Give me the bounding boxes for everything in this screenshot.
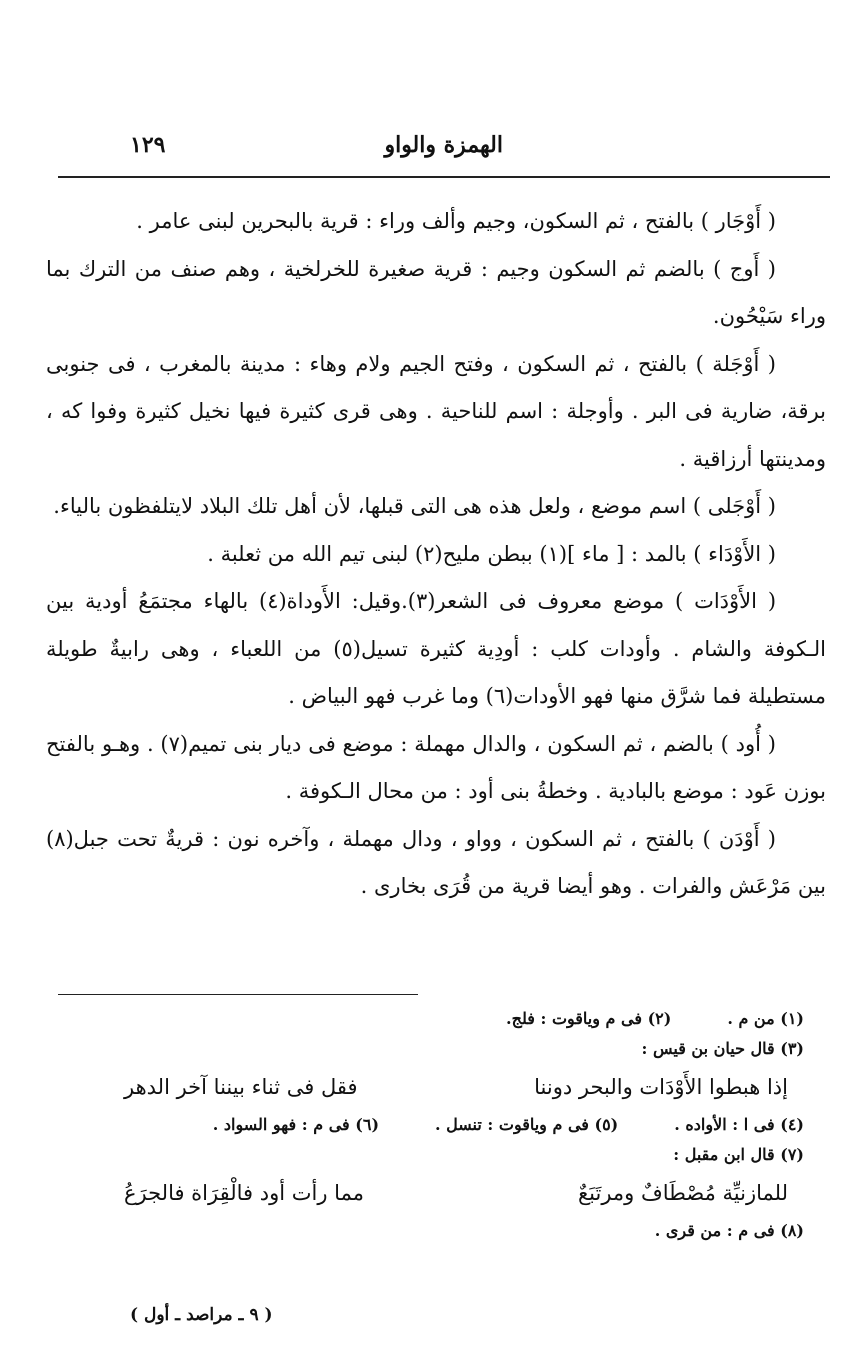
running-title: الهمزة والواو [384, 132, 503, 158]
verse-1-hemistich-a: إذا هبطوا الأَوْدَات والبحر دوننا [534, 1075, 788, 1099]
page-header [58, 128, 828, 172]
footnote-6: (٦) فى م : فهو السواد . [212, 1115, 380, 1134]
verse-2-hemistich-b: للمازنيِّة مُصْطَافٌ ومرتَبَعٌ [577, 1181, 788, 1205]
footnote-rule [58, 994, 418, 995]
footnote-row-4 [84, 1110, 804, 1140]
footnote-row-7 [84, 1140, 804, 1170]
footnote-row-1 [84, 1004, 804, 1034]
entry-awd: ( أُود ) بالضم ، ثم السكون ، والدال مهملة : موضع فى ديار بنى تميم(٧) . وهـو بالفتح بوزن عَود : موضع بالبادية . وخطةُ بنى أود : من محال الـكوفة . [46, 731, 826, 803]
entry-awj: ( أَوج ) بالضم ثم السكون وجيم : قرية صغيرة للخرلخية ، وهم صنف من الترك بما وراء سَيْحُون. [46, 256, 826, 328]
entry-awdan: ( أَوْدَن ) بالفتح ، ثم السكون ، وواو ، ودال مهملة ، وآخره نون : قريةٌ تحت جبل(٨) بين مَرْعَش والفرات . وهو أيضا قرية من قُرَى بخارى . [46, 826, 826, 898]
footnote-8: (٨) فى م : من قرى . [654, 1221, 804, 1240]
page-number: ١٢٩ [130, 132, 166, 158]
verse-2 [84, 1170, 804, 1216]
header-rule [58, 176, 830, 178]
footnote-2: (٢) فى م وياقوت : فلج. [506, 1009, 672, 1028]
footnote-7: (٧) قال ابن مقبل : [673, 1145, 804, 1164]
entry-al-awda: ( الأَوْدَاء ) بالمد : [ ماء ](١) ببطن مليح(٢) لبنى تيم الله من ثعلبة . [207, 541, 776, 566]
footnote-4: (٤) فى ا : الأواده . [674, 1115, 804, 1134]
footnote-row-3 [84, 1034, 804, 1064]
entry-al-awdat: ( الأَوْدَات ) موضع معروف فى الشعر(٣).وقيل: الأَوداة(٤) بالهاء مجتمَعُ أودية بين الـكوفة والشام . وأودات كلب : أودِية كثيرة تسيل(٥) من اللعباء ، وهى رابيةٌ طويلة مستطيلة فما شرَّق منها فهو الأودات(٦) وما غرب فهو البياض . [46, 589, 826, 708]
verse-1 [84, 1064, 804, 1110]
entry-awjala-2: ( أَوْجَلى ) اسم موضع ، ولعل هذه هى التى قبلها، لأن أهل تلك البلاد لايتلفظون بالياء. [53, 494, 776, 518]
footnote-3: (٣) قال حيان بن قيس : [641, 1039, 804, 1058]
entry-awjala: ( أَوْجَلة ) بالفتح ، ثم السكون ، وفتح الجيم ولام وهاء : مدينة بالمغرب ، فى جنوبى برقة، ضارية فى البر . وأوجلة : اسم للناحية . وهى قرى كثيرة فيها نخيل كثيرة وفوا كه ، ومدينتها أرزاقية . [46, 351, 826, 471]
body-text [46, 198, 826, 911]
footnote-row-8 [84, 1216, 804, 1246]
signature-mark: ( ٩ ـ مراصد ـ أول ) [130, 1305, 273, 1325]
footnote-5: (٥) فى م وياقوت : تنسل . [435, 1115, 619, 1134]
verse-2-hemistich-a: مما رأت أود فالْقِرَاة فالجرَعُ [124, 1181, 364, 1205]
footnote-1: (١) من م . [727, 1009, 804, 1028]
footnotes [84, 1004, 804, 1246]
verse-1-hemistich-b: فقل فى ثناء بيننا آخر الدهر [124, 1075, 358, 1099]
entry-awjar: ( أَوْجَار ) بالفتح ، ثم السكون، وجيم وألف وراء : قرية بالبحرين لبنى عامر . [136, 209, 776, 233]
